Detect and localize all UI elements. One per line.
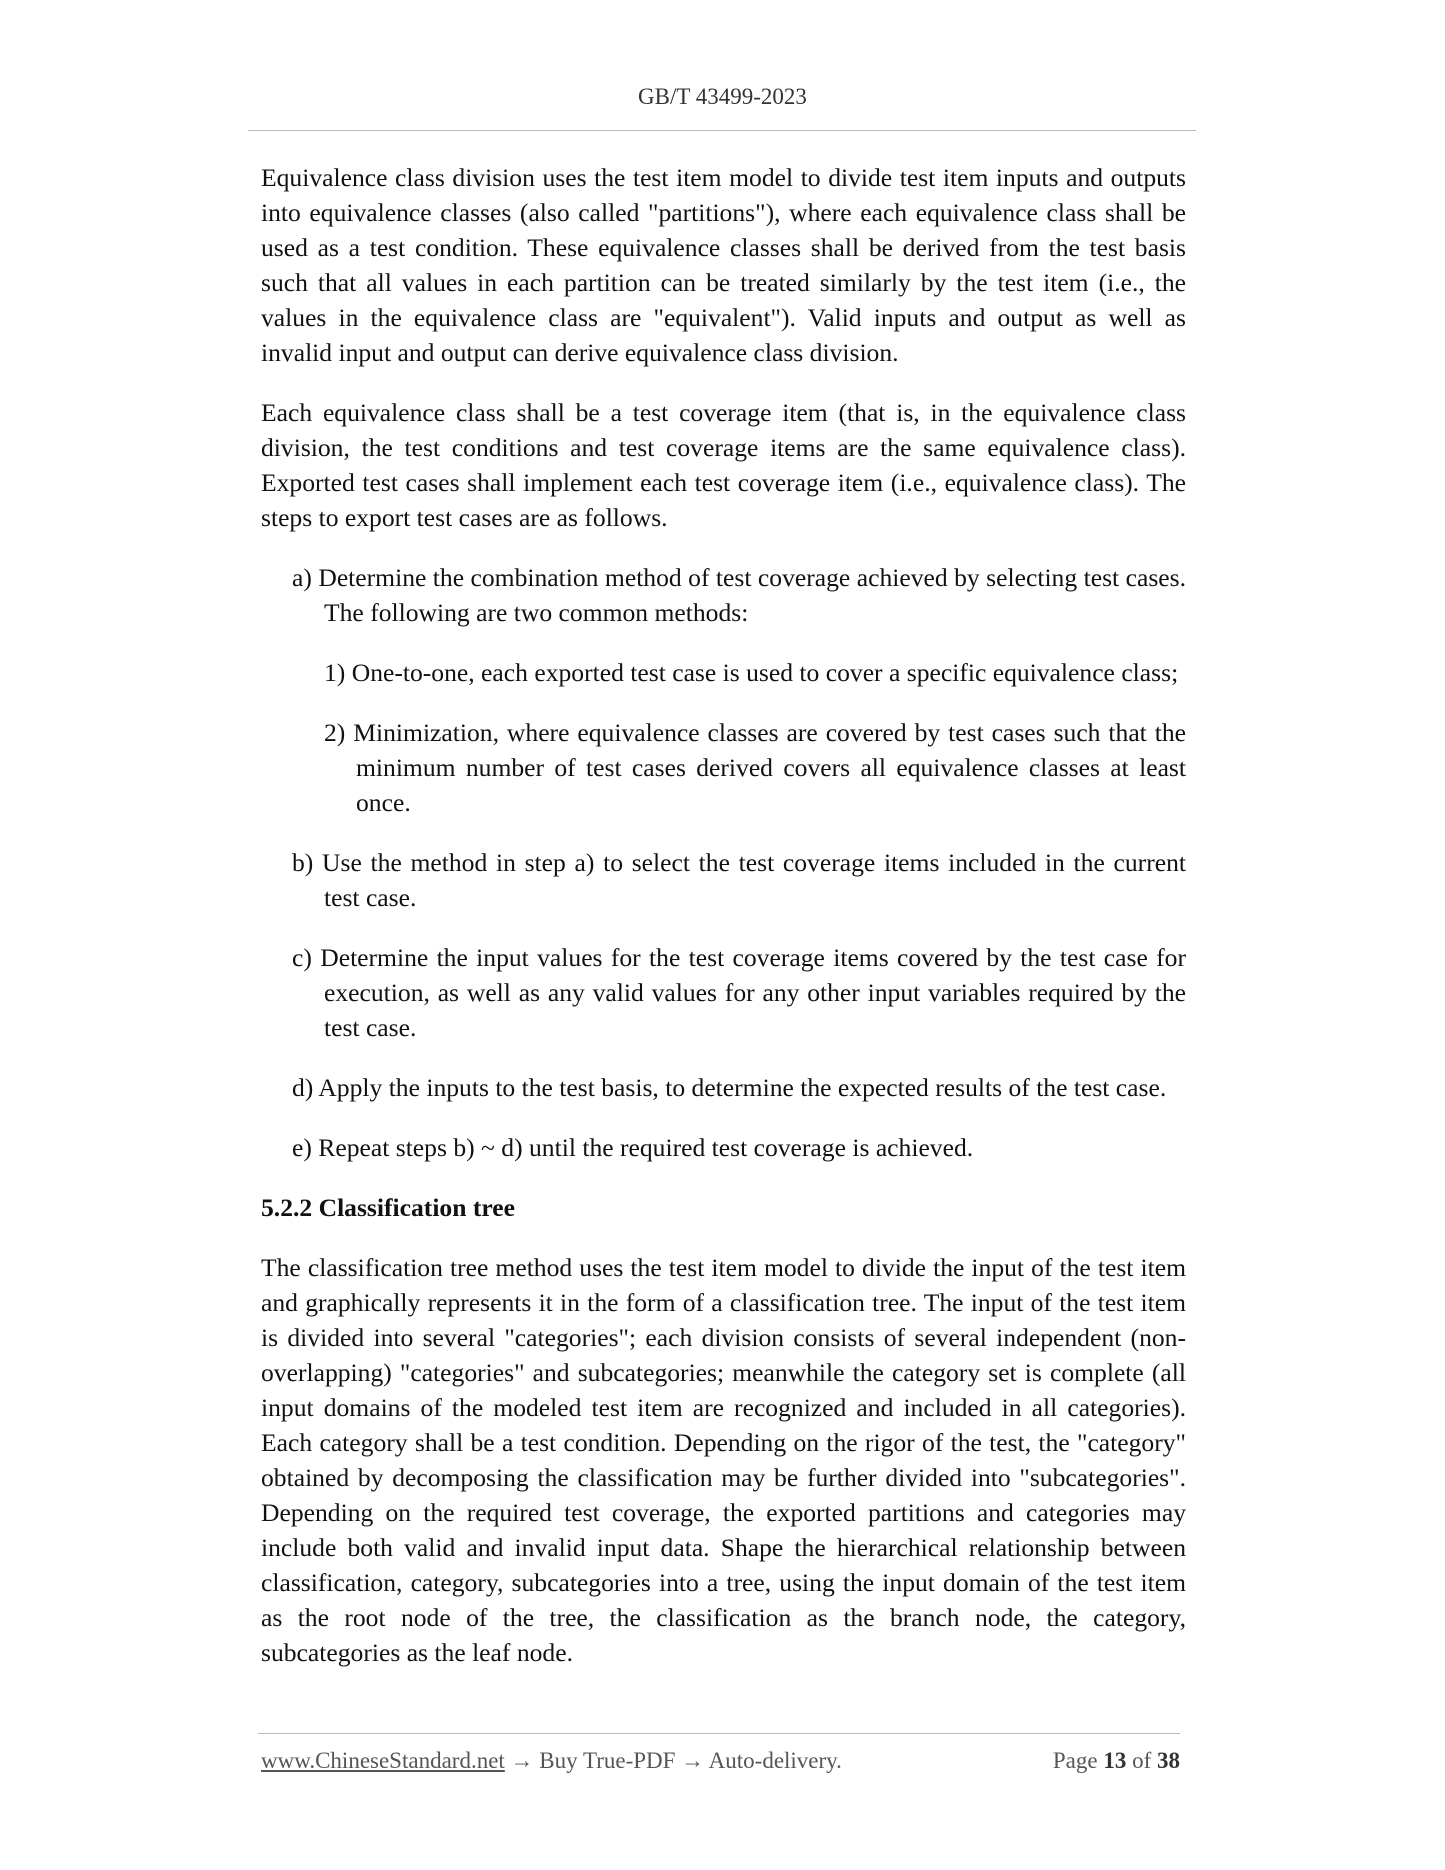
document-body [261,160,1186,1695]
section-heading-classification-tree: 5.2.2 Classification tree [261,1193,516,1222]
list-item-step-e: e) Repeat steps b) ~ d) until the required test coverage is achieved. [292,1133,974,1162]
paragraph-equivalence-division: Equivalence class division uses the test item model to divide test item inputs and outputs into equivalence classes (also called "partitions"), where each equivalence class shall be used as a test condition. These equivalence classes shall be derived from the test basis such that all values in each partition can be treated similarly by the test item (i.e., the values in the equivalence class are "equivalent"). Valid inputs and output as well as invalid input and output can derive equivalence class division. [261,163,1186,367]
page-of-label: of [1132,1748,1152,1773]
page-header-title: GB/T 43499-2023 [638,84,807,109]
page-total: 38 [1157,1748,1180,1773]
list-item-step-c: c) Determine the input values for the test coverage items covered by the test case for execution, as well as any valid values for any other input variables required by the test case. [292,943,1186,1042]
page-label: Page [1052,1748,1098,1773]
footer-promo [261,1748,842,1774]
footer-tagline: → Buy True-PDF → Auto-delivery. [504,1748,842,1773]
list-item-step-a-1: 1) One-to-one, each exported test case is used to cover a specific equivalence class; [324,658,1179,687]
paragraph-test-coverage-item: Each equivalence class shall be a test coverage item (that is, in the equivalence class division, the test conditions and test coverage items are the same equivalence class). Exported test cases shall implement each test coverage item (i.e., equivalence class). The steps to export test cases are as follows. [261,398,1186,532]
list-item-step-b: b) Use the method in step a) to select the test coverage items included in the current test case. [292,848,1186,912]
page-indicator [1053,1748,1180,1774]
paragraph-classification-tree: The classification tree method uses the test item model to divide the input of the test item and graphically represents it in the form of a classification tree. The input of the test item is divided into several "categories"; each division consists of several independent (non-overlapping) "categories" and subcategories; meanwhile the category set is complete (all input domains of the modeled test item are recognized and included in all categories). Each category shall be a test condition. Depending on the rigor of the test, the "category" obtained by decomposing the classification may be further divided into "subcategories". Depending on the required test coverage, the exported partitions and categories may include both valid and invalid input data. Shape the hierarchical relationship between classification, category, subcategories into a tree, using the input domain of the test item as the root node of the tree, the classification as the branch node, the category, subcategories as the leaf node. [261,1253,1186,1667]
footer-divider [258,1733,1180,1734]
list-item-step-a: a) Determine the combination method of test coverage achieved by selecting test cases. The following are two common methods: [292,563,1186,627]
website-link[interactable]: www.ChineseStandard.net [261,1748,505,1773]
list-item-step-d: d) Apply the inputs to the test basis, to determine the expected results of the test case. [292,1073,1167,1102]
header-divider [248,130,1196,131]
list-item-step-a-2: 2) Minimization, where equivalence classes are covered by test cases such that the minimum number of test cases derived covers all equivalence classes at least once. [324,718,1186,817]
page-current: 13 [1103,1748,1127,1773]
